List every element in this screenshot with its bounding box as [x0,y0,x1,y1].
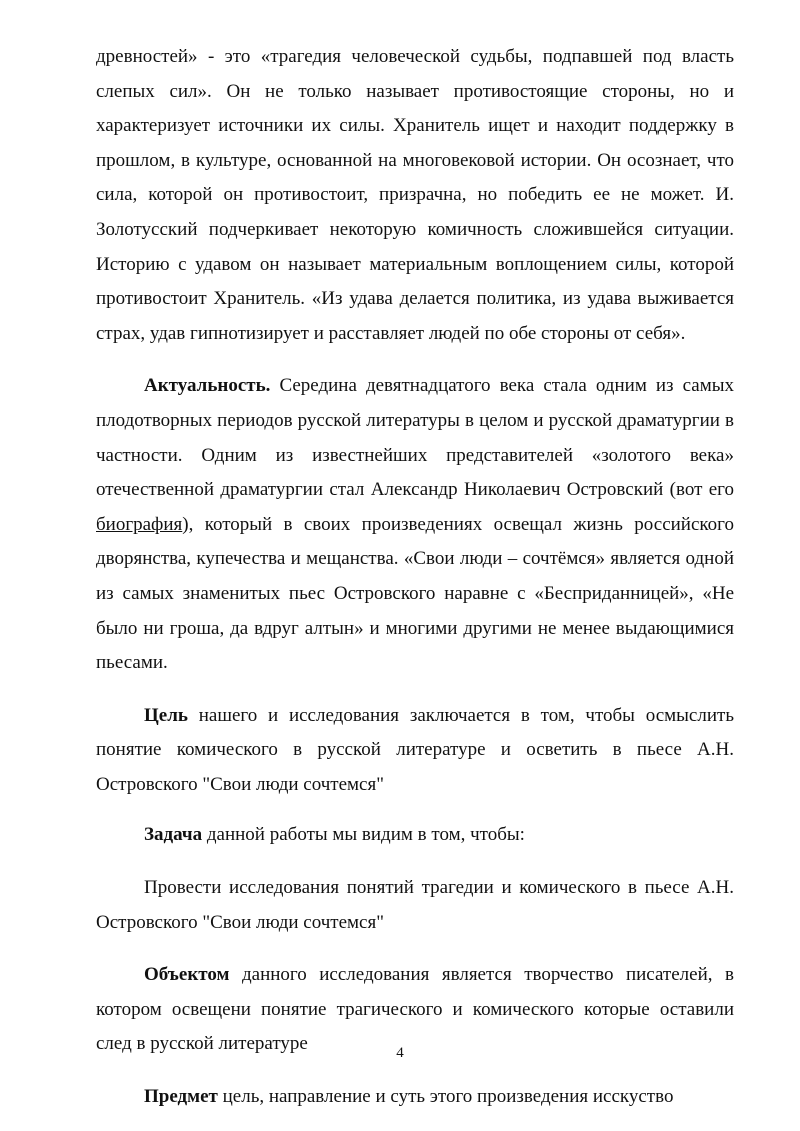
relevance-text-part2: ), который в своих произведениях освещал жизнь российского дворянства, купечества и мещанства. «Свои люди – сочтёмся» является одной из самых знаменитых пьес Островского наравне с «Бесприданницей», «Не было ни гроша, да вдруг алтын» и многими другими не менее выдающимися пьесами. [96,513,734,674]
paragraph-intro [96,40,734,351]
paragraph-task [96,818,734,853]
goal-label: Цель [144,704,188,726]
relevance-text-part1: Середина девятнадцатого века стала одним из самых плодотворных периодов русской литературы в целом и русской драматургии в частности. Одним из известнейших представителей «золотого века» отечественной драматургии стал Александр Николаевич Островский (вот его [96,375,734,501]
document-page [96,40,734,1115]
paragraph-goal [96,699,734,803]
paragraph-task-item [96,871,734,940]
task-item-text: Провести исследования понятий трагедии и комического в пьесе А.Н. Островского "Свои люди сочтемся" [96,877,734,933]
goal-text: нашего и исследования заключается в том, чтобы осмыслить понятие комического в русской литературе и осветить в пьесе А.Н. Островского "Свои люди сочтемся" [96,704,734,795]
paragraph-intro-text: древностей» - это «трагедия человеческой судьбы, подпавшей под власть слепых сил». Он не только называет противостоящие стороны, но и характеризует источники их силы. Хранитель ищет и находит поддержку в прошлом, в культуре, основанной на многовековой истории. Он осознает, что сила, которой он противостоит, призрачна, но победить ее не может. И. Золотусский подчеркивает некоторую комичность сложившейся ситуации. Историю с удавом он называет материальным воплощением силы, которой противостоит Хранитель. «Из удава делается политика, из удава выживается страх, удав гипнотизирует и расставляет людей по обе стороны от себя». [96,46,734,344]
paragraph-relevance [96,369,734,680]
object-text: данного исследования является творчество писателей, в котором освещени понятие трагического и комического которые оставили след в русской литературе [96,964,734,1055]
relevance-label: Актуальность. [144,375,271,397]
biography-link[interactable]: биография [96,513,183,535]
task-label: Задача [144,824,203,846]
subject-text: цель, направление и суть этого произведения исскуство [217,1086,674,1108]
subject-label: Предмет [144,1086,218,1108]
object-label: Объектом [144,964,230,986]
paragraph-subject [96,1080,734,1115]
page-number: 4 [396,1045,404,1061]
task-text: данной работы мы видим в том, чтобы: [202,824,525,846]
